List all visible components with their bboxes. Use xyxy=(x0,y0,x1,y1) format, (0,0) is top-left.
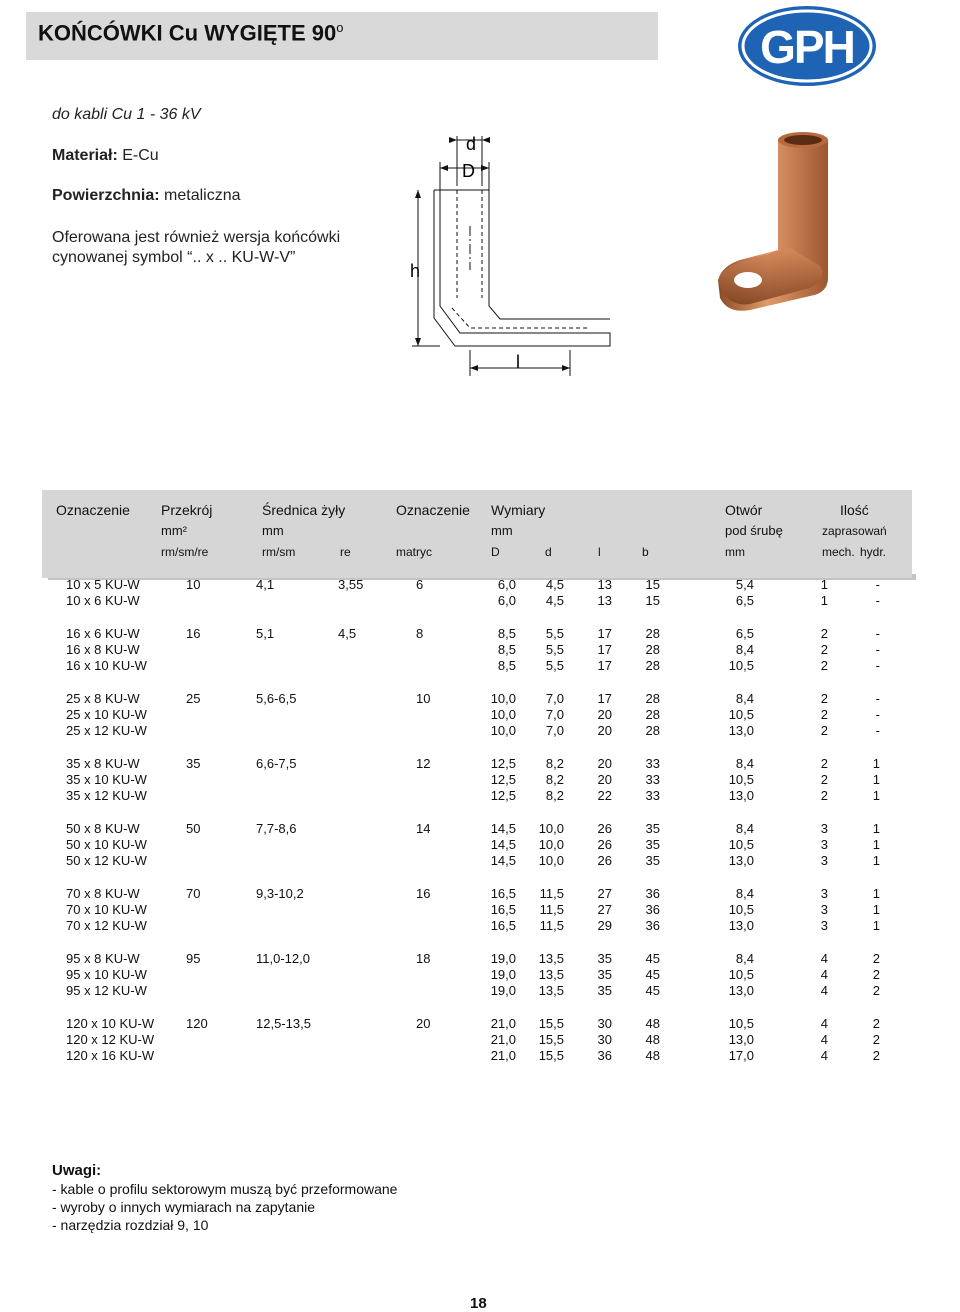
cell-D: 10,0 xyxy=(490,707,516,722)
cell-hydr: 1 xyxy=(872,788,880,804)
cell-hydr: 1 xyxy=(872,820,880,836)
table-row xyxy=(0,853,960,869)
cell-matryca: 16 xyxy=(416,885,431,901)
cell-srednica-re: 3,55 xyxy=(338,577,364,592)
cell-hydr: 2 xyxy=(872,983,880,999)
cell-srednica-rm-sm: 4,1 xyxy=(256,577,275,592)
cell-l: 20 xyxy=(597,755,612,771)
unit-mm2: mm² xyxy=(161,523,187,538)
col-header-oznaczenie: Oznaczenie xyxy=(56,502,130,518)
table-row xyxy=(0,1016,960,1032)
cell-b: 48 xyxy=(645,1048,660,1064)
cell-d: 10,0 xyxy=(538,837,564,852)
table-row xyxy=(0,658,960,674)
cell-otwor: 13,0 xyxy=(728,983,754,999)
cell-matryca: 10 xyxy=(416,690,431,706)
cell-oznaczenie: 50 x 12 KU-W xyxy=(66,853,147,869)
cell-D: 8,5 xyxy=(497,642,516,657)
cell-D: 8,5 xyxy=(497,625,516,641)
sub-matryc: matryc xyxy=(396,545,432,559)
cell-oznaczenie: 70 x 10 KU-W xyxy=(66,902,147,917)
cell-b: 33 xyxy=(645,788,660,804)
cell-D: 21,0 xyxy=(490,1015,516,1031)
cell-matryca: 6 xyxy=(416,577,424,592)
cell-l: 20 xyxy=(597,772,612,787)
cell-D: 10,0 xyxy=(490,690,516,706)
cell-D: 16,5 xyxy=(490,918,516,934)
cell-hydr: 1 xyxy=(872,755,880,771)
cell-przekroj: 95 xyxy=(186,950,201,966)
cell-d: 10,0 xyxy=(538,820,564,836)
cell-l: 17 xyxy=(597,625,612,641)
cell-D: 12,5 xyxy=(490,788,516,804)
cell-hydr: 1 xyxy=(872,902,880,917)
cell-mech: 4 xyxy=(820,983,828,999)
cell-mech: 4 xyxy=(820,1032,828,1047)
cell-d: 7,0 xyxy=(545,690,564,706)
cell-hydr: 2 xyxy=(872,967,880,982)
cell-otwor: 8,4 xyxy=(735,642,754,657)
cell-mech: 3 xyxy=(820,853,828,869)
cell-hydr: - xyxy=(875,625,880,641)
cell-hydr: 2 xyxy=(872,1015,880,1031)
sub-mm-otwor: mm xyxy=(725,545,745,559)
cell-D: 10,0 xyxy=(490,723,516,739)
cell-l: 20 xyxy=(597,707,612,722)
cell-matryca: 14 xyxy=(416,820,431,836)
cell-hydr: - xyxy=(875,577,880,592)
cell-D: 14,5 xyxy=(490,837,516,852)
cell-otwor: 13,0 xyxy=(728,853,754,869)
cell-przekroj: 16 xyxy=(186,625,201,641)
cell-b: 35 xyxy=(645,837,660,852)
offer-line-2: cynowanej symbol “.. x .. KU-W-V” xyxy=(52,249,296,266)
cell-oznaczenie: 25 x 10 KU-W xyxy=(66,707,147,722)
unit-mm-wymiary: mm xyxy=(491,523,513,538)
cell-b: 28 xyxy=(645,658,660,674)
cell-oznaczenie: 16 x 8 KU-W xyxy=(66,642,140,657)
cell-mech: 2 xyxy=(820,707,828,722)
table-row xyxy=(0,902,960,918)
cell-otwor: 13,0 xyxy=(728,918,754,934)
cell-mech: 2 xyxy=(820,642,828,657)
cell-d: 8,2 xyxy=(545,788,564,804)
table-row xyxy=(0,1048,960,1064)
cell-hydr: 1 xyxy=(872,853,880,869)
cell-mech: 2 xyxy=(820,772,828,787)
cell-przekroj: 70 xyxy=(186,885,201,901)
table-row xyxy=(0,691,960,707)
cell-l: 17 xyxy=(597,658,612,674)
cell-oznaczenie: 10 x 5 KU-W xyxy=(66,577,140,592)
cell-otwor: 5,4 xyxy=(735,577,754,592)
cell-mech: 1 xyxy=(820,577,828,592)
cell-otwor: 10,5 xyxy=(728,1015,754,1031)
cell-D: 21,0 xyxy=(490,1032,516,1047)
cell-otwor: 13,0 xyxy=(728,723,754,739)
cell-mech: 2 xyxy=(820,755,828,771)
cell-przekroj: 35 xyxy=(186,755,201,771)
cable-range-text: do kabli Cu 1 - 36 kV xyxy=(52,106,201,123)
col-header-otwor: Otwór xyxy=(725,502,763,518)
cell-b: 45 xyxy=(645,983,660,999)
page-title: KOŃCÓWKI Cu WYGIĘTE 90$^o$ xyxy=(38,20,344,46)
unit-zaprasowan: zaprasowań xyxy=(822,524,887,538)
cell-otwor: 8,4 xyxy=(735,755,754,771)
unit-mm-srednica: mm xyxy=(262,523,284,538)
cell-oznaczenie: 120 x 16 KU-W xyxy=(66,1048,155,1064)
sub-d: d xyxy=(545,545,552,559)
cell-otwor: 17,0 xyxy=(728,1048,754,1064)
cell-b: 33 xyxy=(645,772,660,787)
cell-b: 45 xyxy=(645,967,660,982)
cell-d: 13,5 xyxy=(538,983,564,999)
cell-D: 21,0 xyxy=(490,1048,516,1064)
cell-otwor: 8,4 xyxy=(735,885,754,901)
cell-l: 30 xyxy=(597,1032,612,1047)
cell-oznaczenie: 95 x 10 KU-W xyxy=(66,967,147,982)
cell-matryca: 20 xyxy=(416,1015,431,1031)
cell-l: 35 xyxy=(597,950,612,966)
cell-b: 33 xyxy=(645,755,660,771)
cell-hydr: 1 xyxy=(872,772,880,787)
cell-l: 20 xyxy=(597,723,612,739)
cell-d: 10,0 xyxy=(538,853,564,869)
cell-l: 13 xyxy=(597,577,612,592)
cell-l: 26 xyxy=(597,853,612,869)
cell-hydr: 2 xyxy=(872,950,880,966)
cell-srednica-rm-sm: 5,6-6,5 xyxy=(256,690,297,706)
cell-d: 15,5 xyxy=(538,1015,564,1031)
cell-oznaczenie: 10 x 6 KU-W xyxy=(66,593,140,609)
cell-b: 36 xyxy=(645,902,660,917)
surface-line: Powierzchnia: metaliczna xyxy=(52,187,241,204)
cell-otwor: 6,5 xyxy=(735,593,754,609)
label-l: l xyxy=(516,352,520,372)
table-row xyxy=(0,577,960,593)
table-row xyxy=(0,821,960,837)
sub-D: D xyxy=(491,545,500,559)
cell-mech: 3 xyxy=(820,885,828,901)
cell-hydr: - xyxy=(875,690,880,706)
cell-d: 5,5 xyxy=(545,658,564,674)
cell-D: 12,5 xyxy=(490,772,516,787)
table-row xyxy=(0,772,960,788)
cell-hydr: - xyxy=(875,723,880,739)
sub-l: l xyxy=(598,545,601,559)
cell-d: 11,5 xyxy=(539,885,564,901)
cell-D: 19,0 xyxy=(490,967,516,982)
cell-oznaczenie: 35 x 12 KU-W xyxy=(66,788,147,804)
cell-otwor: 8,4 xyxy=(735,950,754,966)
cell-D: 16,5 xyxy=(490,885,516,901)
table-row xyxy=(0,723,960,739)
cell-mech: 2 xyxy=(820,723,828,739)
cell-mech: 2 xyxy=(820,658,828,674)
cell-mech: 2 xyxy=(820,690,828,706)
cell-l: 30 xyxy=(597,1015,612,1031)
cell-d: 15,5 xyxy=(538,1048,564,1064)
cell-mech: 1 xyxy=(820,593,828,609)
col-header-oznaczenie-matryc: Oznaczenie xyxy=(396,502,470,518)
cell-srednica-rm-sm: 9,3-10,2 xyxy=(256,885,304,901)
notes-heading: Uwagi: xyxy=(52,1162,102,1179)
table-row xyxy=(0,788,960,804)
cell-d: 7,0 xyxy=(545,723,564,739)
cell-otwor: 10,5 xyxy=(728,902,754,917)
cell-oznaczenie: 95 x 8 KU-W xyxy=(66,950,140,966)
cell-oznaczenie: 35 x 10 KU-W xyxy=(66,772,147,787)
cell-b: 48 xyxy=(645,1032,660,1047)
cell-hydr: - xyxy=(875,707,880,722)
cell-l: 35 xyxy=(597,967,612,982)
cell-matryca: 12 xyxy=(416,755,431,771)
product-photo xyxy=(710,128,870,318)
cell-l: 36 xyxy=(597,1048,612,1064)
cell-d: 15,5 xyxy=(538,1032,564,1047)
cell-D: 6,0 xyxy=(497,577,516,592)
cell-b: 15 xyxy=(645,577,660,592)
sub-mech: mech. xyxy=(822,545,855,559)
cell-hydr: 1 xyxy=(872,885,880,901)
cell-oznaczenie: 25 x 12 KU-W xyxy=(66,723,147,739)
cell-b: 36 xyxy=(645,885,660,901)
cell-d: 5,5 xyxy=(545,625,564,641)
cell-srednica-rm-sm: 7,7-8,6 xyxy=(256,820,297,836)
table-row xyxy=(0,837,960,853)
label-D: D xyxy=(462,161,475,181)
cell-b: 28 xyxy=(645,690,660,706)
table-row xyxy=(0,707,960,723)
cell-mech: 3 xyxy=(820,918,828,934)
cell-b: 28 xyxy=(645,625,660,641)
table-row xyxy=(0,642,960,658)
cell-b: 28 xyxy=(645,642,660,657)
cell-D: 16,5 xyxy=(490,902,516,917)
cell-oznaczenie: 120 x 10 KU-W xyxy=(66,1015,155,1031)
cell-oznaczenie: 25 x 8 KU-W xyxy=(66,690,140,706)
col-header-wymiary: Wymiary xyxy=(491,502,546,518)
cell-srednica-rm-sm: 6,6-7,5 xyxy=(256,755,297,771)
cell-oznaczenie: 50 x 10 KU-W xyxy=(66,837,147,852)
cell-d: 8,2 xyxy=(545,772,564,787)
cell-b: 35 xyxy=(645,853,660,869)
cell-b: 28 xyxy=(645,723,660,739)
cell-D: 14,5 xyxy=(490,853,516,869)
cell-d: 11,5 xyxy=(539,902,564,917)
cell-D: 19,0 xyxy=(490,983,516,999)
note-item: - wyroby o innych wymiarach na zapytanie xyxy=(52,1199,316,1215)
cell-otwor: 8,4 xyxy=(735,690,754,706)
cell-D: 19,0 xyxy=(490,950,516,966)
cell-otwor: 13,0 xyxy=(728,788,754,804)
cell-mech: 3 xyxy=(820,837,828,852)
cell-d: 8,2 xyxy=(545,755,564,771)
page-number: 18 xyxy=(470,1295,487,1312)
cell-mech: 4 xyxy=(820,967,828,982)
cell-srednica-re: 4,5 xyxy=(338,625,357,641)
cell-oznaczenie: 95 x 12 KU-W xyxy=(66,983,147,999)
cell-mech: 2 xyxy=(820,625,828,641)
cell-mech: 4 xyxy=(820,950,828,966)
cell-oznaczenie: 16 x 6 KU-W xyxy=(66,625,140,641)
cell-otwor: 10,5 xyxy=(728,658,754,674)
cell-otwor: 13,0 xyxy=(728,1032,754,1047)
col-header-srednica: Średnica żyły xyxy=(262,502,346,518)
cell-przekroj: 120 xyxy=(186,1015,208,1031)
cell-hydr: 2 xyxy=(872,1048,880,1064)
cell-l: 26 xyxy=(597,820,612,836)
table-row xyxy=(0,593,960,609)
label-d: d xyxy=(466,134,477,154)
cell-mech: 4 xyxy=(820,1015,828,1031)
cell-srednica-rm-sm: 12,5-13,5 xyxy=(256,1015,311,1031)
cell-matryca: 8 xyxy=(416,625,424,641)
cell-D: 8,5 xyxy=(497,658,516,674)
gph-logo xyxy=(736,4,878,88)
cell-hydr: 2 xyxy=(872,1032,880,1047)
cell-D: 12,5 xyxy=(490,755,516,771)
cell-d: 11,5 xyxy=(539,918,564,934)
cell-mech: 4 xyxy=(820,1048,828,1064)
label-h: h xyxy=(410,261,421,281)
cell-otwor: 10,5 xyxy=(728,837,754,852)
cell-b: 48 xyxy=(645,1015,660,1031)
cell-b: 28 xyxy=(645,707,660,722)
cell-oznaczenie: 16 x 10 KU-W xyxy=(66,658,147,674)
cell-oznaczenie: 35 x 8 KU-W xyxy=(66,755,140,771)
cell-hydr: - xyxy=(875,642,880,657)
table-row xyxy=(0,983,960,999)
cell-srednica-rm-sm: 11,0-12,0 xyxy=(256,950,310,966)
cell-l: 27 xyxy=(597,902,612,917)
cell-l: 13 xyxy=(597,593,612,609)
cell-matryca: 18 xyxy=(416,950,431,966)
cell-przekroj: 25 xyxy=(186,690,201,706)
cell-b: 45 xyxy=(645,950,660,966)
unit-pod-srube: pod śrubę xyxy=(725,523,783,538)
cell-d: 4,5 xyxy=(545,577,564,592)
table-row xyxy=(0,626,960,642)
cell-przekroj: 50 xyxy=(186,820,201,836)
cell-d: 5,5 xyxy=(545,642,564,657)
cell-hydr: - xyxy=(875,658,880,674)
cell-mech: 2 xyxy=(820,788,828,804)
cell-otwor: 10,5 xyxy=(728,772,754,787)
cell-d: 4,5 xyxy=(545,593,564,609)
cell-l: 26 xyxy=(597,837,612,852)
cell-mech: 3 xyxy=(820,902,828,917)
cell-oznaczenie: 120 x 12 KU-W xyxy=(66,1032,155,1047)
table-row xyxy=(0,886,960,902)
offer-line-1: Oferowana jest również wersja końcówki xyxy=(52,229,341,246)
cell-hydr: 1 xyxy=(872,837,880,852)
technical-drawing xyxy=(400,128,620,380)
cell-otwor: 10,5 xyxy=(728,967,754,982)
col-header-ilosc: Ilość xyxy=(840,502,869,518)
cell-d: 7,0 xyxy=(545,707,564,722)
cell-D: 6,0 xyxy=(497,593,516,609)
cell-l: 17 xyxy=(597,690,612,706)
cell-D: 14,5 xyxy=(490,820,516,836)
notes xyxy=(52,1162,397,1234)
table-row xyxy=(0,967,960,983)
material-line: Materiał: E-Cu xyxy=(52,147,159,164)
table-row xyxy=(0,918,960,934)
cell-mech: 3 xyxy=(820,820,828,836)
cell-srednica-rm-sm: 5,1 xyxy=(256,625,275,641)
cell-d: 13,5 xyxy=(538,967,564,982)
cell-l: 35 xyxy=(597,983,612,999)
cell-otwor: 10,5 xyxy=(728,707,754,722)
cell-b: 35 xyxy=(645,820,660,836)
table-row xyxy=(0,1032,960,1048)
cell-l: 17 xyxy=(597,642,612,657)
cell-oznaczenie: 70 x 12 KU-W xyxy=(66,918,147,934)
cell-l: 22 xyxy=(597,788,612,804)
cell-b: 15 xyxy=(645,593,660,609)
cell-oznaczenie: 70 x 8 KU-W xyxy=(66,885,140,901)
table-row xyxy=(0,756,960,772)
sub-hydr: hydr. xyxy=(860,545,887,559)
cell-hydr: 1 xyxy=(872,918,880,934)
cell-otwor: 6,5 xyxy=(735,625,754,641)
logo-text: GPH xyxy=(760,21,854,73)
cell-d: 13,5 xyxy=(538,950,564,966)
note-item: - kable o profilu sektorowym muszą być przeformowane xyxy=(52,1181,398,1197)
sub-re: re xyxy=(340,545,351,559)
cell-l: 29 xyxy=(597,918,612,934)
sub-b: b xyxy=(642,545,649,559)
cell-hydr: - xyxy=(875,593,880,609)
note-item: - narzędzia rozdział 9, 10 xyxy=(52,1217,209,1233)
cell-oznaczenie: 50 x 8 KU-W xyxy=(66,820,140,836)
table-row xyxy=(0,951,960,967)
cell-otwor: 8,4 xyxy=(735,820,754,836)
sub-rm-sm-re: rm/sm/re xyxy=(161,545,209,559)
cell-przekroj: 10 xyxy=(186,577,201,592)
col-header-przekroj: Przekrój xyxy=(161,502,213,518)
cell-b: 36 xyxy=(645,918,660,934)
sub-rm-sm: rm/sm xyxy=(262,545,296,559)
cell-l: 27 xyxy=(597,885,612,901)
